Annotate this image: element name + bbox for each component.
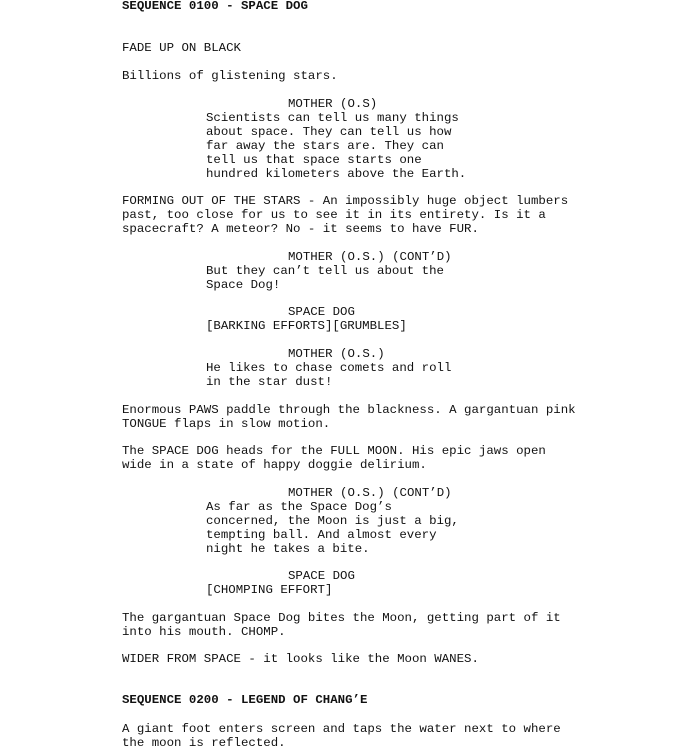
dialogue: [CHOMPING EFFORT] xyxy=(206,583,333,597)
sequence-heading: SEQUENCE 0200 - LEGEND OF CHANG’E xyxy=(122,693,368,707)
dialogue: He likes to chase comets and roll in the star dust! xyxy=(206,361,452,389)
dialogue: [BARKING EFFORTS][GRUMBLES] xyxy=(206,319,407,333)
dialogue: But they can’t tell us about the Space Dog! xyxy=(206,264,444,292)
sequence-heading: SEQUENCE 0100 - SPACE DOG xyxy=(122,0,308,13)
action-line: FADE UP ON BLACK xyxy=(122,41,241,55)
action-line: Enormous PAWS paddle through the blackness. A gargantuan pink TONGUE flaps in slow motion. xyxy=(122,403,576,431)
character-cue: SPACE DOG xyxy=(288,569,355,583)
character-cue: MOTHER (O.S.) (CONT’D) xyxy=(288,250,452,264)
action-line: FORMING OUT OF THE STARS - An impossibly huge object lumbers past, too close for us to see it in its entirety. Is it a spacecraft? A meteor? No - it seems to have FUR. xyxy=(122,194,569,236)
dialogue: Scientists can tell us many things about space. They can tell us how far away the stars are. They can tell us that space starts one hundred kilometers above the Earth. xyxy=(206,111,467,181)
action-line: WIDER FROM SPACE - it looks like the Moon WANES. xyxy=(122,652,479,666)
character-cue: MOTHER (O.S.) xyxy=(288,347,385,361)
character-cue: MOTHER (O.S) xyxy=(288,97,378,111)
action-line: Billions of glistening stars. xyxy=(122,69,338,83)
dialogue: As far as the Space Dog’s concerned, the Moon is just a big, tempting ball. And almost every night he takes a bite. xyxy=(206,500,459,556)
action-line: The gargantuan Space Dog bites the Moon, getting part of it into his mouth. CHOMP. xyxy=(122,611,561,639)
action-line: A giant foot enters screen and taps the water next to where the moon is reflected. xyxy=(122,722,561,750)
action-line: The SPACE DOG heads for the FULL MOON. His epic jaws open wide in a state of happy doggie delirium. xyxy=(122,444,546,472)
character-cue: SPACE DOG xyxy=(288,305,355,319)
character-cue: MOTHER (O.S.) (CONT’D) xyxy=(288,486,452,500)
